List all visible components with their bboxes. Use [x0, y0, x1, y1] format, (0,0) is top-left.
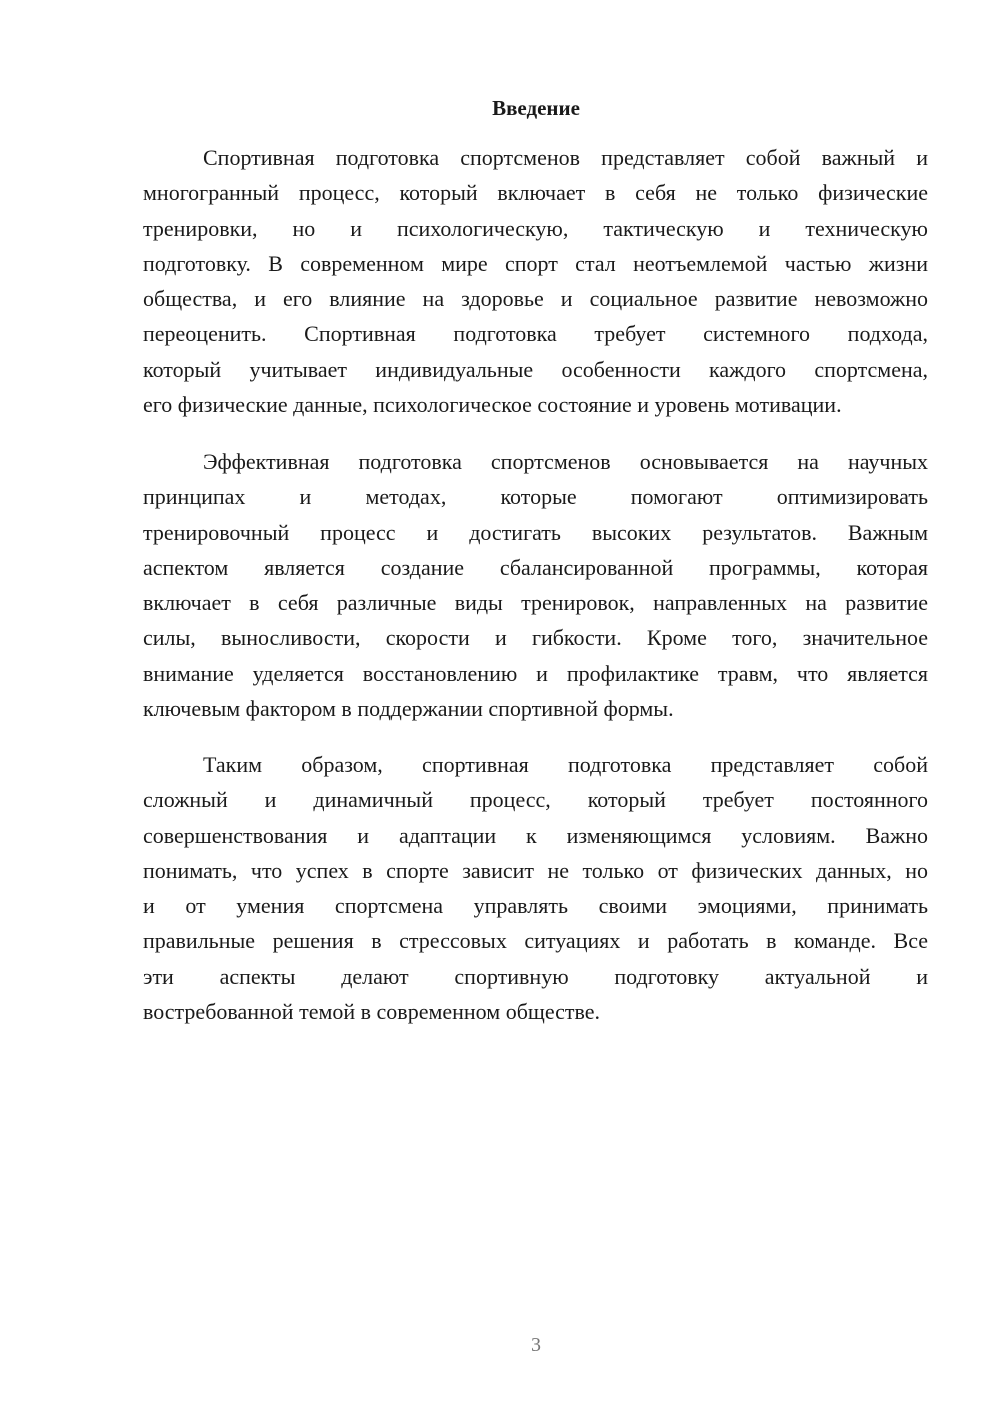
text-line: Таким образом, спортивная подготовка представляет собой	[203, 752, 928, 777]
text-line: Эффективная подготовка спортсменов основывается на научных	[203, 449, 928, 474]
paragraph-2	[143, 444, 928, 726]
text-line: переоценить. Спортивная подготовка требует системного подхода,	[143, 321, 928, 347]
text-line: аспектом является создание сбалансированной программы, которая	[143, 554, 928, 580]
text-line: совершенствования и адаптации к изменяющимся условиям. Важно	[143, 822, 928, 848]
text-line: понимать, что успех в спорте зависит не только от физических данных, но	[143, 857, 928, 883]
text-line: общества, и его влияние на здоровье и социальное развитие невозможно	[143, 286, 928, 312]
text-line: Спортивная подготовка спортсменов представляет собой важный и	[203, 145, 928, 170]
text-line: тренировочный процесс и достигать высоких результатов. Важным	[143, 519, 928, 545]
text-line: который учитывает индивидуальные особенности каждого спортсмена,	[143, 356, 928, 382]
page-number: 3	[531, 1334, 541, 1356]
text-line: и от умения спортсмена управлять своими эмоциями, принимать	[143, 893, 928, 919]
text-line: ключевым фактором в поддержании спортивной формы.	[143, 696, 674, 722]
text-line: подготовку. В современном мире спорт стал неотъемлемой частью жизни	[143, 250, 928, 276]
text-line: правильные решения в стрессовых ситуациях и работать в команде. Все	[143, 928, 928, 954]
text-line: тренировки, но и психологическую, тактическую и техническую	[143, 215, 928, 241]
text-line: включает в себя различные виды тренировок, направленных на развитие	[143, 590, 928, 616]
text-line: силы, выносливости, скорости и гибкости. Кроме того, значительное	[143, 625, 928, 651]
text-line: принципах и методах, которые помогают оптимизировать	[143, 484, 928, 510]
text-line: его физические данные, психологическое состояние и уровень мотивации.	[143, 392, 842, 418]
text-line: востребованной темой в современном обществе.	[143, 999, 601, 1025]
text-line: сложный и динамичный процесс, который требует постоянного	[143, 787, 928, 813]
text-line: эти аспекты делают спортивную подготовку актуальной и	[143, 963, 928, 989]
section-heading: Введение	[492, 96, 580, 120]
paragraph-3	[143, 747, 928, 1029]
text-line: внимание уделяется восстановлению и профилактике травм, что является	[143, 660, 928, 686]
text-line: многогранный процесс, который включает в себя не только физические	[143, 180, 928, 206]
paragraph-1	[143, 140, 928, 422]
